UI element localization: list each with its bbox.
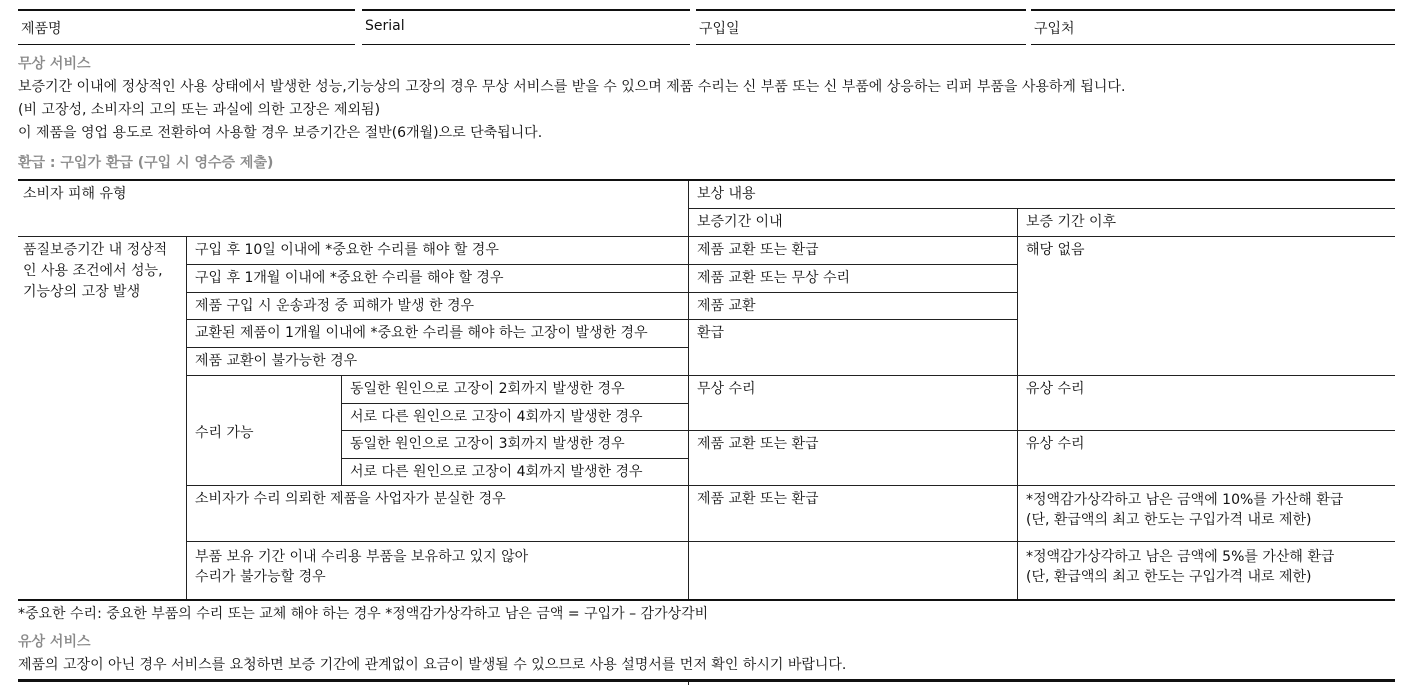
row-lost-after-line-2: (단, 환급액의 최고 한도는 구입가격 내로 제한): [1026, 512, 1312, 528]
free-service-line-2: (비 고장성, 소비자의 고의 또는 과실에 의한 고장은 제외됨): [18, 102, 381, 118]
col-within-warranty: 보증기간 이내: [697, 214, 783, 230]
purchase-place-field: [1031, 9, 1395, 45]
col-after-warranty: 보증 기간 이후: [1026, 214, 1117, 230]
group-quality-warranty: 품질보증기간 내 정상적인 사용 조건에서 성능, 기능상의 고장 발생: [23, 242, 168, 300]
row-repair-after-1: 유상 수리: [1026, 381, 1085, 397]
row-10days: 구입 후 10일 이내에 *중요한 수리를 해야 할 경우: [195, 242, 499, 258]
row-10days-within: 제품 교환 또는 환급: [697, 242, 819, 258]
free-service-line-1: 보증기간 이내에 정상적인 사용 상태에서 발생한 성능,기능상의 고장의 경우 무상 서비스를 받을 수 있으며 제품 수리는 신 부품 또는 신 부품에 상응하는 리퍼 부품을 사용하게 됩니다.: [18, 79, 1126, 95]
row-exchanged-repair: 교환된 제품이 1개월 이내에 *중요한 수리를 해야 하는 고장이 발생한 경우: [195, 325, 648, 341]
paid-service-line-1: 제품의 고장이 아닌 경우 서비스를 요청하면 보증 기간에 관계없이 요금이 발생될 수 있으므로 사용 설명서를 먼저 확인 하시기 바랍니다.: [18, 657, 847, 673]
col-compensation: 보상 내용: [697, 186, 756, 202]
row-no-parts-after: [1021, 543, 1395, 587]
product-name-field: [18, 9, 355, 45]
footnote: *중요한 수리: 중요한 부품의 수리 또는 교체 해야 하는 경우 *정액감가상각하고 남은 금액 = 구입가 – 감가상각비: [18, 606, 709, 622]
row-diff-cause-4a: 서로 다른 원인으로 고장이 4회까지 발생한 경우: [350, 409, 643, 425]
repairable-group: 수리 가능: [195, 425, 254, 441]
row-shipping-damage: 제품 구입 시 운송과정 중 피해가 발생 한 경우: [195, 298, 475, 314]
purchase-place-label: 구입처: [1034, 21, 1075, 37]
row-lost-after: [1021, 486, 1395, 530]
serial-field: [362, 9, 690, 45]
compensation-table: [18, 179, 1395, 601]
free-service-line-3: 이 제품을 영업 용도로 전환하여 사용할 경우 보증기간은 절반(6개월)으로 단축됩니다.: [18, 125, 543, 141]
row-repair-after-2: 유상 수리: [1026, 436, 1085, 452]
row-diff-cause-4b: 서로 다른 원인으로 고장이 4회까지 발생한 경우: [350, 464, 643, 480]
row-no-parts-after-line-1: *정액감가상각하고 남은 금액에 5%를 가산해 환급: [1026, 549, 1335, 565]
row-same-cause-2: 동일한 원인으로 고장이 2회까지 발생한 경우: [350, 381, 625, 397]
purchase-date-field: [696, 9, 1026, 45]
serial-label: Serial: [365, 18, 405, 34]
row-lost-within: 제품 교환 또는 환급: [697, 491, 819, 507]
paid-service-title: 유상 서비스: [18, 634, 91, 650]
row-exchanged-repair-within: 환급: [697, 325, 725, 341]
row-repair-within-1: 무상 수리: [697, 381, 756, 397]
row-no-parts: [190, 543, 688, 587]
row-no-parts-line-1: 부품 보유 기간 이내 수리용 부품을 보유하고 있지 않아: [195, 549, 529, 565]
bottom-rule: [18, 679, 1395, 682]
row-lost-after-line-1: *정액감가상각하고 남은 금액에 10%를 가산해 환급: [1026, 492, 1344, 508]
purchase-date-label: 구입일: [699, 21, 740, 37]
free-service-title: 무상 서비스: [18, 56, 91, 72]
row-1month: 구입 후 1개월 이내에 *중요한 수리를 해야 할 경우: [195, 270, 504, 286]
refund-title: 환급 : 구입가 환급 (구입 시 영수증 제출): [18, 155, 274, 171]
row-no-exchange: 제품 교환이 불가능한 경우: [195, 353, 358, 369]
product-info-header: [18, 9, 1395, 44]
after-not-applicable: 해당 없음: [1026, 242, 1085, 258]
row-same-cause-3: 동일한 원인으로 고장이 3회까지 발생한 경우: [350, 436, 625, 452]
row-lost-by-business: 소비자가 수리 의뢰한 제품을 사업자가 분실한 경우: [195, 491, 506, 507]
row-repair-within-2: 제품 교환 또는 환급: [697, 436, 819, 452]
row-1month-within: 제품 교환 또는 무상 수리: [697, 270, 851, 286]
product-name-label: 제품명: [21, 21, 62, 37]
row-no-parts-line-2: 수리가 불가능할 경우: [195, 569, 326, 585]
col-damage-type: 소비자 피해 유형: [23, 186, 127, 202]
row-no-parts-after-line-2: (단, 환급액의 최고 한도는 구입가격 내로 제한): [1026, 569, 1312, 585]
row-shipping-damage-within: 제품 교환: [697, 298, 756, 314]
